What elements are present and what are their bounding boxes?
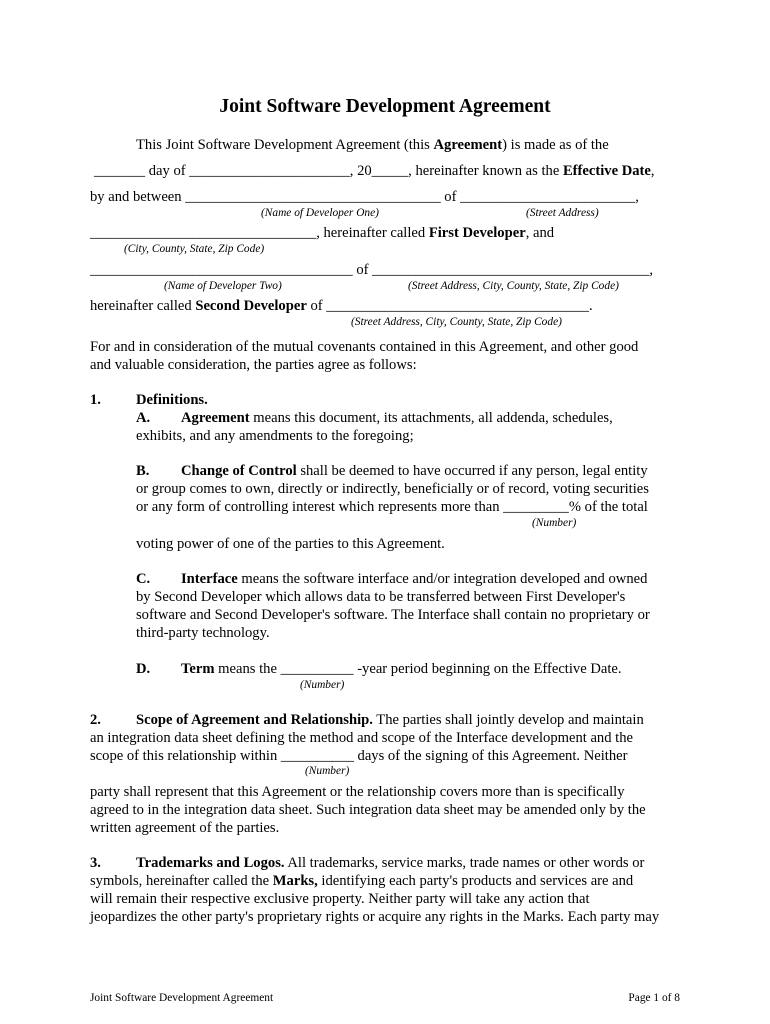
section-1-number: 1. (90, 392, 101, 408)
effective-date-term: Effective Date (562, 163, 651, 179)
definition-c-line-2: by Second Developer which allows data to be transferred between First Developer's (136, 589, 626, 605)
definition-a-letter: A. (136, 410, 151, 426)
section-3-line-4: jeopardizes the other party's proprietary rights or acquire any rights in the Marks. Each party may (90, 909, 660, 925)
definition-b-letter: B. (136, 463, 150, 479)
intro-line-2: _______ day of ______________________, 20_____, hereinafter known as the Effective Date, (94, 163, 655, 179)
intro-line-5: ____________________________________ of ______________________________________, (90, 262, 654, 278)
second-developer-term: Second Developer (195, 298, 307, 314)
caption-street-address-full: (Street Address, City, County, State, Zip Code) (408, 280, 619, 292)
definition-c-line-3: software and Second Developer's software. The Interface shall contain no proprietary or (136, 607, 650, 623)
section-3-line-3: will remain their respective exclusive property. Neither party will take any action that (90, 891, 590, 907)
definition-a-line-2: exhibits, and any amendments to the foregoing; (136, 428, 414, 444)
section-2-line-1: Scope of Agreement and Relationship. The parties shall jointly develop and maintain (136, 712, 644, 728)
document-title: Joint Software Development Agreement (219, 96, 551, 117)
caption-number-d: (Number) (300, 679, 345, 691)
caption-developer-one: (Name of Developer One) (261, 207, 379, 219)
agreement-term: Agreement (433, 137, 503, 153)
section-2-line-4: party shall represent that this Agreement or the relationship covers more than is specifically (90, 784, 625, 800)
caption-second-developer-address: (Street Address, City, County, State, Zip Code) (351, 316, 562, 328)
first-developer-term: First Developer (428, 225, 526, 241)
definition-a-line-1: Agreement means this document, its attachments, all addenda, schedules, (181, 410, 613, 426)
consideration-line-1: For and in consideration of the mutual covenants contained in this Agreement, and other good (90, 339, 639, 355)
section-2-number: 2. (90, 712, 101, 728)
section-3-line-2: symbols, hereinafter called the Marks, identifying each party's products and services are and (90, 873, 634, 889)
caption-city-county: (City, County, State, Zip Code) (124, 243, 265, 255)
section-3-number: 3. (90, 855, 101, 871)
section-1-heading: Definitions. (136, 392, 208, 408)
definition-b-line-2: or group comes to own, directly or indirectly, beneficially or of record, voting securities (136, 481, 649, 497)
section-2-line-2: an integration data sheet defining the method and scope of the Interface development and the (90, 730, 634, 746)
caption-developer-two: (Name of Developer Two) (164, 280, 282, 292)
footer-document-title: Joint Software Development Agreement (90, 992, 274, 1004)
definition-d-letter: D. (136, 661, 151, 677)
definition-c-letter: C. (136, 571, 151, 587)
definition-d-line-1: Term means the __________ -year period beginning on the Effective Date. (181, 661, 622, 677)
intro-line-6: hereinafter called Second Developer of ____________________________________. (90, 298, 593, 314)
section-2-line-5: agreed to in the integration data sheet. Such integration data sheet may be amended only by the (90, 802, 646, 818)
intro-line-3: by and between ___________________________________ of ________________________, (90, 189, 639, 205)
definition-b-line-4: voting power of one of the parties to this Agreement. (136, 536, 445, 552)
intro-line-4: _______________________________, hereinafter called First Developer, and (90, 225, 555, 241)
marks-term: Marks, (272, 873, 318, 889)
definition-b-line-3: or any form of controlling interest which represents more than _________% of the total (136, 499, 648, 515)
footer-page-number: Page 1 of 8 (628, 992, 680, 1004)
section-2-line-6: written agreement of the parties. (90, 820, 280, 836)
definition-b-line-1: Change of Control shall be deemed to have occurred if any person, legal entity (181, 463, 648, 479)
caption-number-b: (Number) (532, 517, 577, 529)
section-2-line-3: scope of this relationship within __________ days of the signing of this Agreement. Neither (90, 748, 628, 764)
caption-street-address: (Street Address) (526, 207, 599, 219)
intro-line-1: This Joint Software Development Agreement (this Agreement) is made as of the (136, 137, 609, 153)
section-3-line-1: Trademarks and Logos. All trademarks, service marks, trade names or other words or (136, 855, 645, 871)
definition-c-line-1: Interface means the software interface and/or integration developed and owned (181, 571, 648, 587)
consideration-line-2: and valuable consideration, the parties agree as follows: (90, 357, 417, 373)
caption-number-2: (Number) (305, 765, 350, 777)
definition-c-line-4: third-party technology. (136, 625, 270, 641)
